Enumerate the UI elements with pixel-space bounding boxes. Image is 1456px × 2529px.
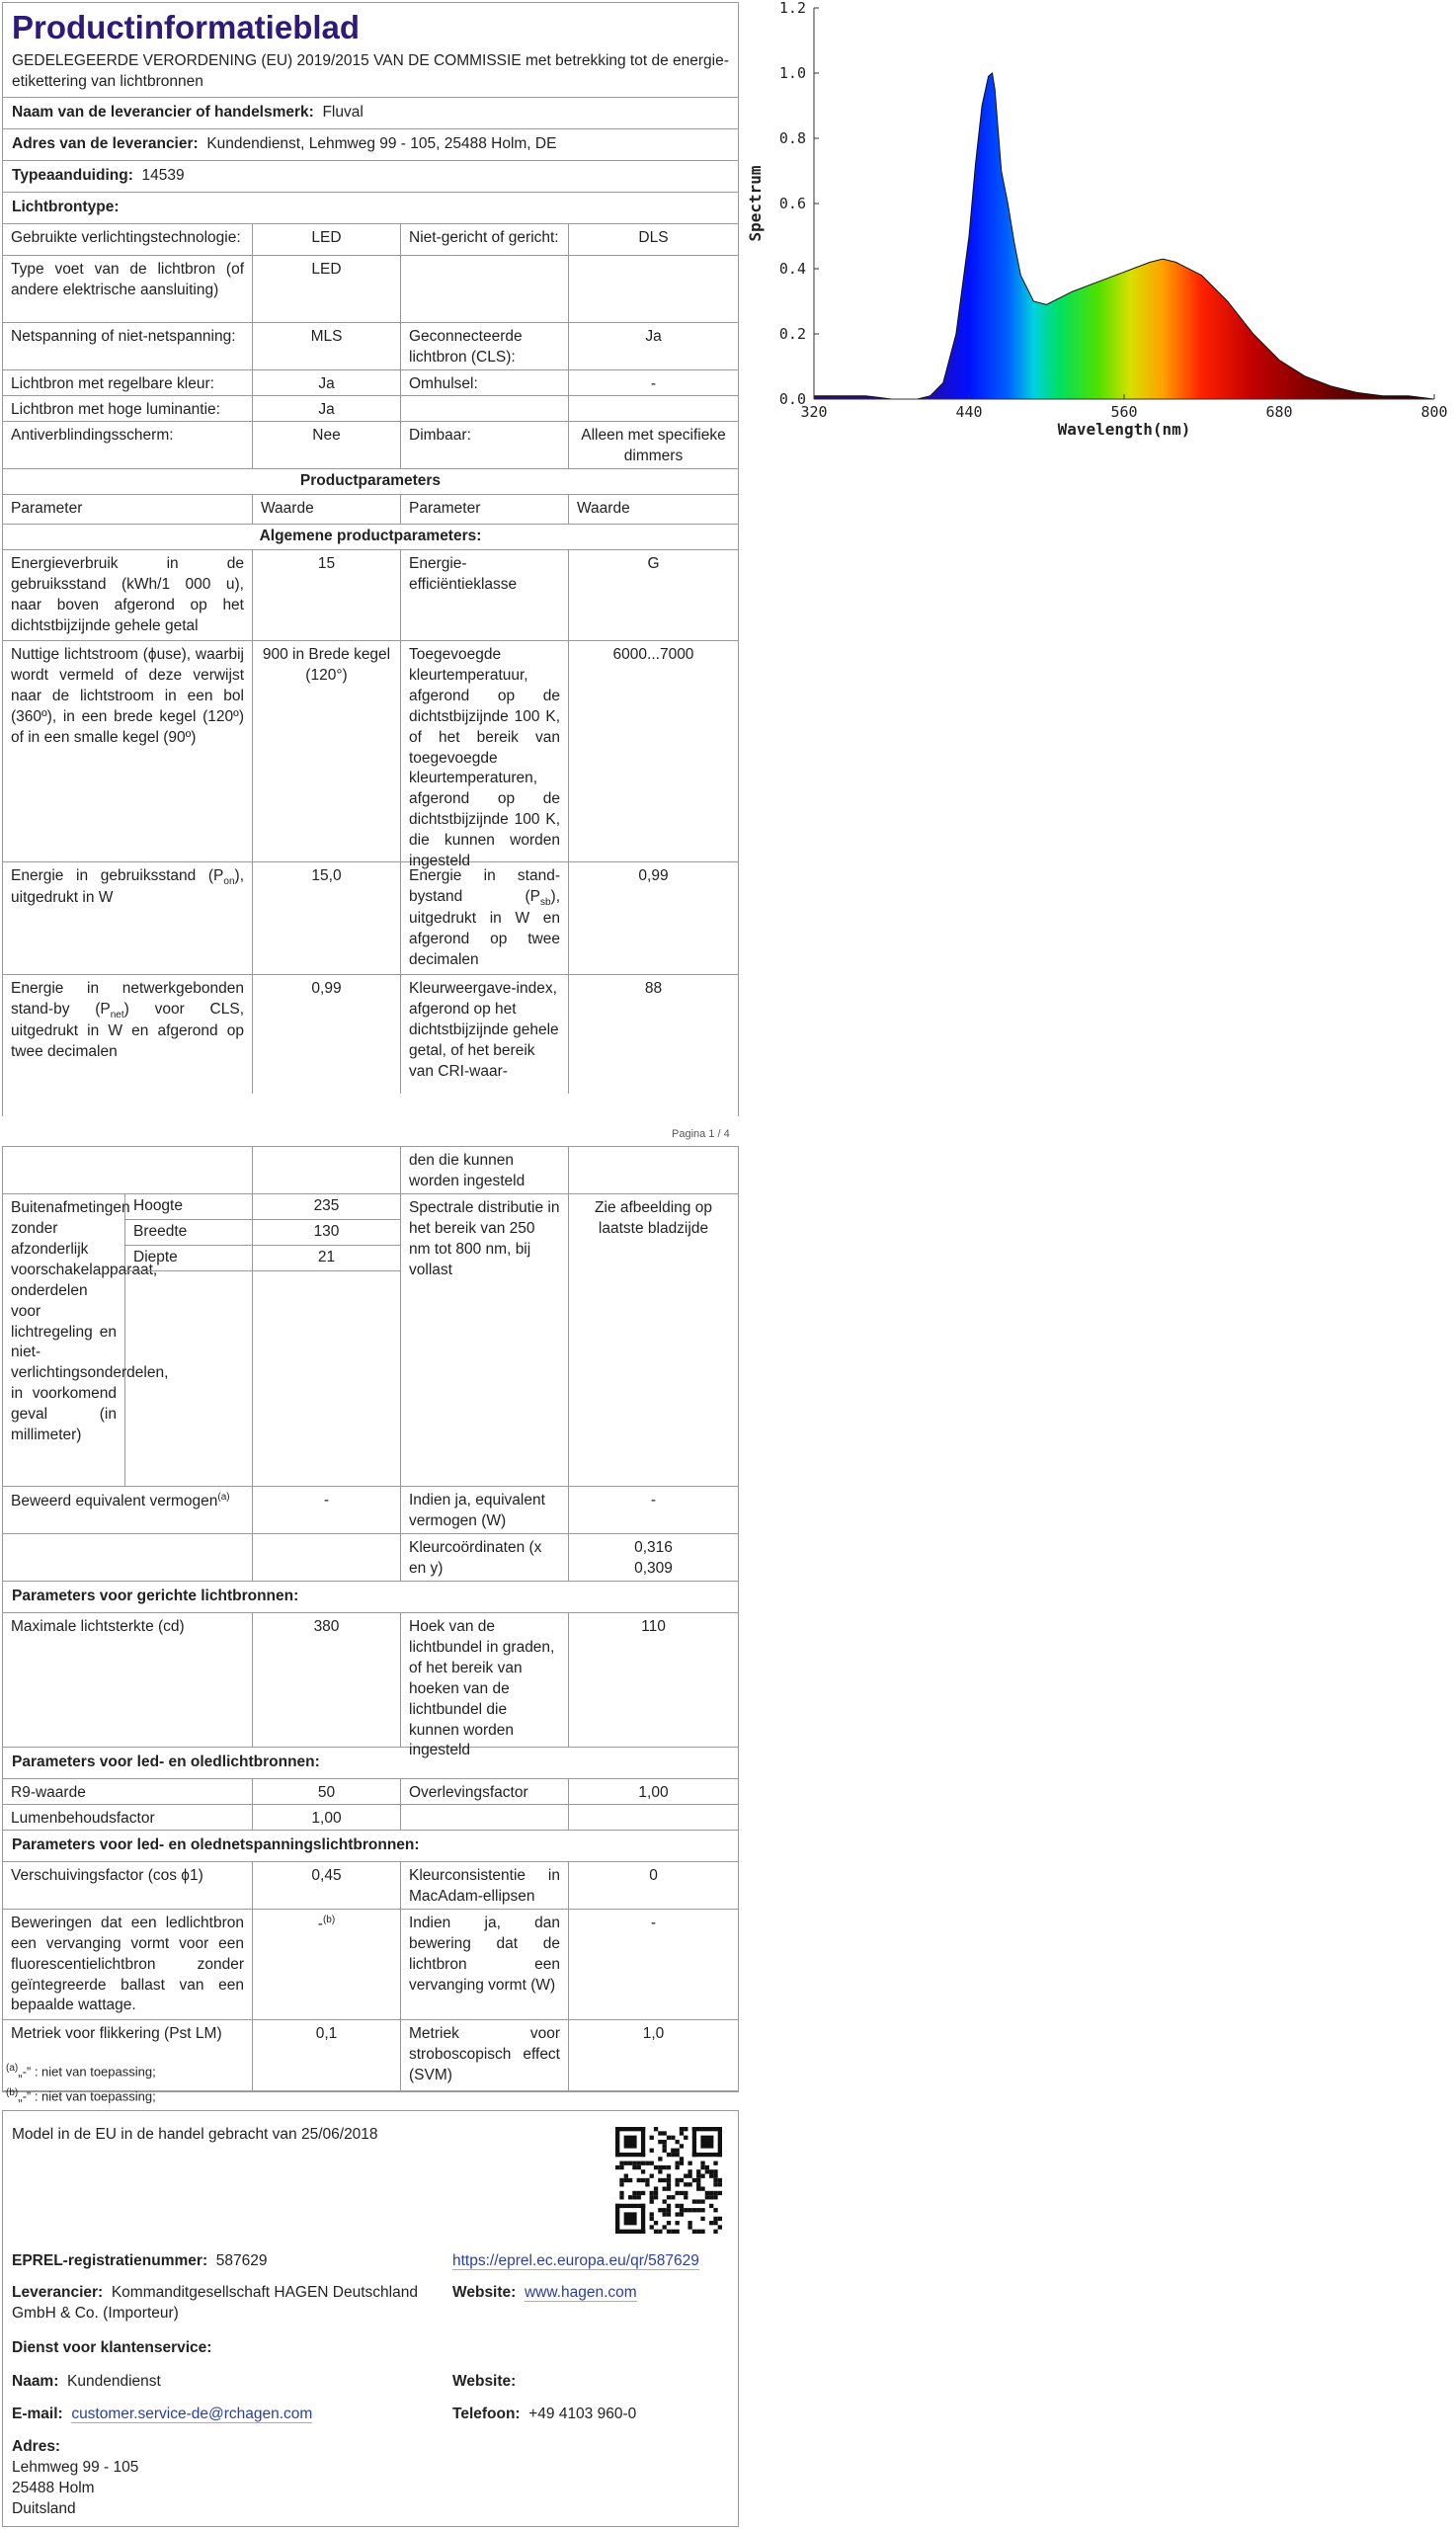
email-link[interactable]: customer.service-de@rchagen.com xyxy=(71,2406,313,2422)
mains-row xyxy=(3,1862,738,1910)
spectrum-chart xyxy=(741,0,1456,454)
y-tick-label: 0.0 xyxy=(778,390,806,408)
address-row xyxy=(3,129,738,161)
value-cell: LED xyxy=(253,224,401,255)
dimension-values xyxy=(253,1194,401,1486)
value-cell: 0 xyxy=(649,1866,658,1884)
equiv-value: - xyxy=(650,1492,657,1509)
cri-cont-row xyxy=(3,1147,738,1194)
page-1 xyxy=(2,2,739,1116)
value-cell: Nee xyxy=(253,422,401,468)
col-value-2: Waarde xyxy=(577,500,630,518)
mains-table xyxy=(3,1862,738,2091)
param-cell: Metriek voor stroboscopisch effect (SVM) xyxy=(401,2020,569,2090)
pnet-row xyxy=(3,975,738,1094)
max-intensity-param: Maximale lichtsterkte (cd) xyxy=(3,1613,253,1747)
col-value: Waarde xyxy=(253,495,401,524)
eprel-row: EPREL-registratienummer: 587629 xyxy=(12,2252,268,2269)
param-cell: Nuttige lichtstroom (ϕuse), waarbij wordt vermeld of deze verwijst naar de lichtstroom in een bol (360º), in een brede kegel (120º) of in een smalle kegel (90º) xyxy=(3,641,253,861)
page-2 xyxy=(2,1146,739,2092)
param-cell: Energieverbruik in de gebruiksstand (kWh/1 000 u), naar boven afgerond op het dichtstbijzijnde gehele getal xyxy=(3,550,253,640)
value-cell: 15 xyxy=(253,550,401,640)
param-cell: Omhulsel: xyxy=(401,370,569,395)
spectrum-area xyxy=(814,73,1434,399)
value-cell: 0,1 xyxy=(253,2020,401,2090)
claimed-param: Beweerd equivalent vermogen$^{(a)}$ xyxy=(3,1487,253,1533)
param-cell: Kleurconsistentie in MacAdam-ellipsen xyxy=(401,1862,569,1909)
led-row xyxy=(3,1805,738,1831)
model-value: 14539 xyxy=(141,167,185,185)
directional-title: Parameters voor gerichte lichtbronnen: xyxy=(12,1588,299,1604)
dimension-value: 21 xyxy=(253,1246,400,1271)
pon-param: Energie in gebruiksstand $(P_{on})$, uitgedrukt in W xyxy=(3,862,253,974)
website2-row: Website: xyxy=(452,2373,517,2390)
directional-row xyxy=(3,1613,738,1759)
dimension-value: 130 xyxy=(253,1220,400,1246)
x-axis-label: Wavelength(nm) xyxy=(1057,420,1191,439)
cri-param: Kleurweergave-index, afgerond op het dichtstbijzijnde gehele getal, of het bereik van CRI-waar- xyxy=(401,975,569,1094)
dimension-value: 235 xyxy=(253,1194,400,1220)
supplier-name-row: Leverancier: Kommanditgesellschaft HAGEN Deutschland GmbH & Co. (Importeur) xyxy=(12,2284,418,2322)
table-header-row xyxy=(3,495,738,525)
param-cell: Energie-efficiëntieklasse xyxy=(401,550,569,640)
value-cell: G xyxy=(647,554,660,572)
value-cell: DLS xyxy=(638,229,669,247)
email-row: E-mail: customer.service-de@rchagen.com xyxy=(12,2406,313,2422)
led-title-row xyxy=(3,1748,738,1779)
product-params-title-row xyxy=(3,469,738,495)
param-cell: Niet-gericht of gericht: xyxy=(401,224,569,255)
value-cell: 1,0 xyxy=(642,2024,665,2042)
general-params-row xyxy=(3,525,738,550)
x-tick-label: 560 xyxy=(1110,403,1138,421)
type-row xyxy=(3,370,738,396)
type-row xyxy=(3,422,738,469)
cri-value: 88 xyxy=(644,979,663,997)
value-cell: -$^{(b)}$ xyxy=(253,1910,401,2019)
qr-code-icon[interactable] xyxy=(615,2127,722,2234)
type-row xyxy=(3,323,738,370)
service-title: Dienst voor klantenservice: xyxy=(12,2339,212,2356)
value-cell: 50 xyxy=(253,1779,401,1804)
type-table xyxy=(3,224,738,469)
param-cell xyxy=(401,1805,569,1830)
pnet-value: 0,99 xyxy=(253,975,401,1094)
led-table xyxy=(3,1779,738,1831)
value-cell: - xyxy=(650,1914,657,1931)
cri-param-continued: den die kunnen worden ingesteld xyxy=(401,1147,569,1193)
value-cell xyxy=(569,256,738,322)
x-tick-label: 320 xyxy=(800,403,828,421)
param-cell: Metriek voor flikkering (Pst LM) xyxy=(3,2020,253,2090)
claimed-value: - xyxy=(253,1487,401,1533)
param-cell: Lumenbehoudsfactor xyxy=(3,1805,253,1830)
value-cell: Ja xyxy=(253,396,401,421)
led-title: Parameters voor led- en oledlichtbronnen: xyxy=(12,1753,320,1770)
footnotes xyxy=(2,2059,739,2108)
general-row xyxy=(3,550,738,641)
general-table xyxy=(3,550,738,870)
y-tick-label: 1.2 xyxy=(778,0,806,17)
y-axis-label: Spectrum xyxy=(746,165,765,242)
value-cell: LED xyxy=(253,256,401,322)
y-tick-label: 0.4 xyxy=(778,260,806,278)
value-cell: 0,45 xyxy=(253,1862,401,1909)
value-cell xyxy=(569,1805,738,1830)
value-cell: 1,00 xyxy=(638,1783,669,1801)
y-tick-label: 1.0 xyxy=(778,64,806,82)
product-params-title: Productparameters xyxy=(299,472,442,490)
address-block: Adres: Lehmweg 99 - 105 25488 Holm Duitsland xyxy=(12,2438,139,2517)
param-cell: Beweringen dat een ledlichtbron een vervanging vormt voor een fluorescentielichtbron zonder geïntegreerde ballast van een bepaalde wattage. xyxy=(3,1910,253,2019)
website-row: Website: www.hagen.com xyxy=(452,2284,637,2301)
param-cell xyxy=(401,256,569,322)
model-row xyxy=(3,161,738,193)
value-cell: - xyxy=(650,375,657,393)
param-cell xyxy=(401,396,569,421)
footnote: $^{(a)}$„-” : niet van toepassing; xyxy=(6,2063,156,2080)
eprel-link[interactable]: https://eprel.ec.europa.eu/qr/587629 xyxy=(452,2252,699,2269)
value-cell: Ja xyxy=(645,328,662,346)
type-row xyxy=(3,396,738,422)
value-cell: Alleen met specifieke dimmers xyxy=(581,427,726,465)
claimed-row xyxy=(3,1487,738,1534)
value-cell: 6000...7000 xyxy=(612,645,694,663)
psb-param: Energie in stand-bystand $(P_{sb})$, uitgedrukt in W en afgerond op twee decimalen xyxy=(401,862,569,974)
spectral-value: Zie afbeelding op laatste bladzijde xyxy=(595,1199,712,1237)
col-parameter-2: Parameter xyxy=(401,495,569,524)
supplier-value: Fluval xyxy=(322,104,364,122)
supplier-row xyxy=(3,98,738,129)
website-link[interactable]: www.hagen.com xyxy=(524,2284,637,2301)
pnet-param: Energie in netwerkgebonden stand-by $(P_{net})$ voor CLS, uitgedrukt in W en afgerond op twee decimalen xyxy=(3,975,253,1094)
directional-title-row xyxy=(3,1582,738,1613)
name-row: Naam: Kundendienst xyxy=(12,2373,161,2390)
value-cell xyxy=(569,396,738,421)
x-tick-label: 440 xyxy=(955,403,983,421)
dimension-key: Breedte xyxy=(125,1220,252,1246)
mains-title: Parameters voor led- en olednetspanningslichtbronnen: xyxy=(12,1836,420,1853)
address-label: Adres van de leverancier: xyxy=(12,135,199,153)
address-value: Kundendienst, Lehmweg 99 - 105, 25488 Holm, DE xyxy=(206,135,557,153)
page-number: Pagina 1 / 4 xyxy=(672,1128,730,1140)
type-row xyxy=(3,256,738,323)
param-cell: R9-waarde xyxy=(3,1779,253,1804)
dimension-keys xyxy=(125,1194,253,1486)
type-row xyxy=(3,224,738,256)
dimension-key: Diepte xyxy=(125,1246,252,1271)
lightsource-type-row xyxy=(3,193,738,224)
y-tick-label: 0.2 xyxy=(778,325,806,343)
param-cell: Dimbaar: xyxy=(401,422,569,468)
general-params-title: Algemene productparameters: xyxy=(259,527,482,544)
param-cell: Lichtbron met hoge luminantie: xyxy=(3,396,253,421)
psb-value: 0,99 xyxy=(638,866,669,884)
footnote: $^{(b)}$„-” : niet van toepassing; xyxy=(6,2086,156,2104)
phone-row: Telefoon: +49 4103 960-0 xyxy=(452,2406,637,2422)
mains-row xyxy=(3,1910,738,2020)
mains-title-row xyxy=(3,1831,738,1862)
y-tick-label: 0.8 xyxy=(778,129,806,147)
col-parameter: Parameter xyxy=(3,495,253,524)
chroma-value: 0,316 0,309 xyxy=(634,1539,673,1577)
equiv-param: Indien ja, equivalent vermogen (W) xyxy=(401,1487,569,1533)
param-cell: Overlevingsfactor xyxy=(401,1779,569,1804)
model-label: Typeaanduiding: xyxy=(12,167,133,185)
page-title: Productinformatieblad xyxy=(12,9,361,45)
led-row xyxy=(3,1779,738,1805)
lightsource-type-label: Lichtbrontype: xyxy=(12,199,120,216)
beam-angle-value: 110 xyxy=(641,1617,666,1635)
y-tick-label: 0.6 xyxy=(778,195,806,212)
value-cell: 900 in Brede kegel (120°) xyxy=(253,641,401,861)
dimension-key: Hoogte xyxy=(125,1194,252,1220)
supplier-info-box xyxy=(2,2110,739,2527)
param-cell: Toegevoegde kleurtemperatuur, afgerond op de dichtstbijzijnde 100 K, of het bereik van toegevoegde kleurtemperaturen, afgerond op de dichtstbijzijnde 100 K, die kunnen worden ingesteld xyxy=(401,641,569,861)
value-cell: 1,00 xyxy=(253,1805,401,1830)
chroma-row xyxy=(3,1534,738,1582)
x-tick-label: 800 xyxy=(1420,403,1448,421)
spectral-param: Spectrale distributie in het bereik van 250 nm tot 800 nm, bij vollast xyxy=(401,1194,569,1486)
chroma-param: Kleurcoördinaten (x en y) xyxy=(401,1534,569,1581)
general-row xyxy=(3,641,738,870)
param-cell: Indien ja, dan bewering dat de lichtbron een vervanging vormt (W) xyxy=(401,1910,569,2019)
value-cell: MLS xyxy=(253,323,401,369)
pon-row xyxy=(3,862,738,975)
param-cell: Geconnecteerde lichtbron (CLS): xyxy=(401,323,569,369)
supplier-label: Naam van de leverancier of handelsmerk: xyxy=(12,104,314,122)
dimensions-label: Buitenafmetingen zonder afzonderlijk voorschakelapparaat, onderdelen voor lichtregeling en niet-verlichtingsonderdelen, in voorkomend geval (in millimeter) xyxy=(3,1194,125,1486)
param-cell: Gebruikte verlichtingstechnologie: xyxy=(3,224,253,255)
max-intensity-value: 380 xyxy=(253,1613,401,1747)
market-date: Model in de EU in de handel gebracht van 25/06/2018 xyxy=(12,2126,378,2143)
param-cell: Lichtbron met regelbare kleur: xyxy=(3,370,253,395)
regulation-subtitle: GEDELEGEERDE VERORDENING (EU) 2019/2015 VAN DE COMMISSIE met betrekking tot de energie-etikettering van lichtbronnen xyxy=(12,51,729,90)
param-cell: Verschuivingsfactor (cos ϕ1) xyxy=(3,1862,253,1909)
value-cell: Ja xyxy=(253,370,401,395)
header xyxy=(3,3,738,98)
x-tick-label: 680 xyxy=(1265,403,1293,421)
dimensions-row xyxy=(3,1194,738,1487)
pon-value: 15,0 xyxy=(253,862,401,974)
beam-angle-param: Hoek van de lichtbundel in graden, of het bereik van hoeken van de lichtbundel die kunnen worden ingesteld xyxy=(401,1613,569,1747)
param-cell: Antiverblindingsscherm: xyxy=(3,422,253,468)
param-cell: Type voet van de lichtbron (of andere elektrische aansluiting) xyxy=(3,256,253,322)
param-cell: Netspanning of niet-netspanning: xyxy=(3,323,253,369)
